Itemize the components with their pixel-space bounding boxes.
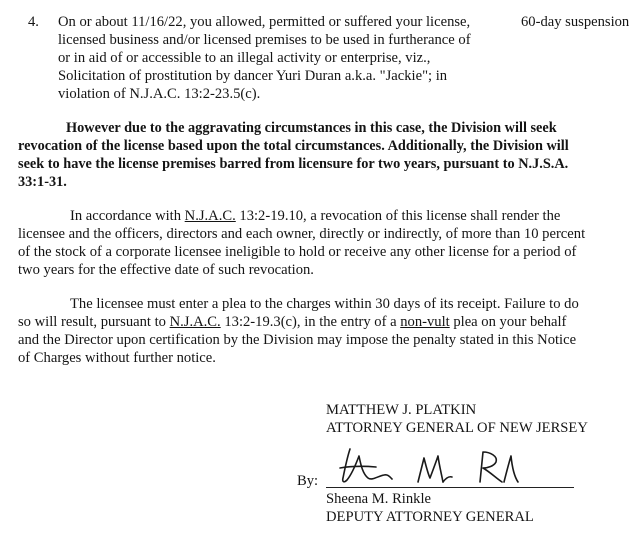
by-label: By:	[297, 473, 319, 489]
revocation-text-pre: In accordance with	[70, 208, 185, 224]
plea-text-post: plea on your behalf	[449, 314, 567, 330]
charge-penalty: 60-day suspension	[521, 14, 630, 30]
non-vult-term: non-vult	[400, 314, 450, 330]
plea-line-2	[18, 313, 566, 331]
revocation-citation: N.J.A.C.	[184, 208, 236, 224]
plea-line-3: and the Director upon certification by the Division may impose the penalty stated in this Notice	[18, 332, 577, 348]
charge-line-3: or in aid of or accessible to an illegal activity or enterprise, viz.,	[58, 50, 431, 66]
charge-line-4: Solicitation of prostitution by dancer Yuri Duran a.k.a. "Jackie"; in	[58, 68, 448, 84]
charge-line-1: On or about 11/16/22, you allowed, permitted or suffered your license,	[58, 14, 471, 30]
revocation-line-3: of the stock of a corporate licensee ineligible to hold or receive any other license for a period of	[18, 244, 577, 260]
aggravating-line-1: However due to the aggravating circumstances in this case, the Division will seek	[66, 120, 557, 136]
plea-text-mid: 13:2-19.3(c), in the entry of a	[220, 314, 401, 330]
plea-line-1: The licensee must enter a plea to the charges within 30 days of its receipt. Failure to do	[70, 296, 579, 312]
handwritten-signature	[330, 444, 530, 490]
aggravating-line-2: revocation of the license based upon the total circumstances. Additionally, the Division will	[18, 138, 569, 154]
signatory-name: MATTHEW J. PLATKIN	[326, 402, 477, 418]
charge-line-5: violation of N.J.A.C. 13:2-23.5(c).	[58, 86, 261, 102]
revocation-line-2: licensee and the officers, directors and each owner, directly or indirectly, of more than 10 percent	[18, 226, 586, 242]
charge-line-2: licensed business and/or licensed premises to be used in furtherance of	[58, 32, 471, 48]
aggravating-line-3: seek to have the license premises barred from licensure for two years, pursuant to N.J.S.A.	[18, 156, 569, 172]
plea-text-pre: so will result, pursuant to	[18, 314, 170, 330]
revocation-line-1	[70, 207, 560, 225]
signatory-title: ATTORNEY GENERAL OF NEW JERSEY	[326, 420, 588, 436]
plea-line-4: of Charges without further notice.	[18, 350, 216, 366]
revocation-text-post: 13:2-19.10, a revocation of this license shall render the	[235, 208, 561, 224]
deputy-title: DEPUTY ATTORNEY GENERAL	[326, 509, 534, 525]
plea-citation: N.J.A.C.	[169, 314, 221, 330]
aggravating-line-4: 33:1-31.	[18, 174, 67, 190]
signature-line	[326, 487, 574, 488]
charge-number: 4.	[28, 14, 39, 30]
deputy-name: Sheena M. Rinkle	[326, 491, 431, 507]
revocation-line-4: two years for the effective date of such revocation.	[18, 262, 314, 278]
